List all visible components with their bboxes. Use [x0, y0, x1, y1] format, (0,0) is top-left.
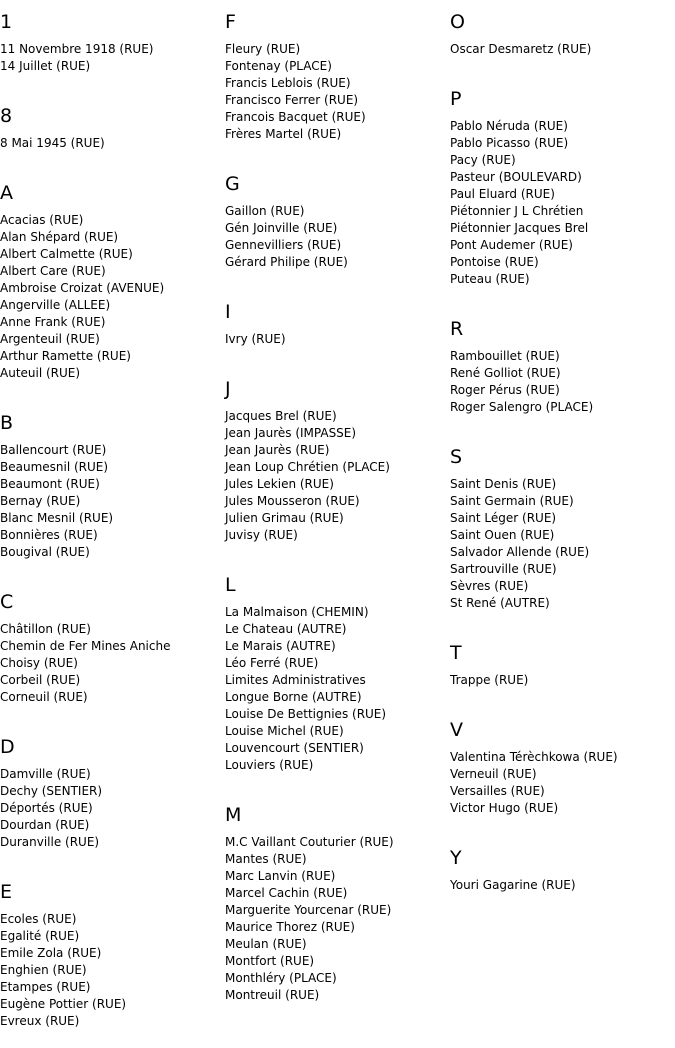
street-item: St René (AUTRE): [450, 596, 550, 610]
letter-heading: L: [225, 574, 236, 596]
street-item: Francis Leblois (RUE): [225, 76, 351, 90]
street-item: La Malmaison (CHEMIN): [225, 605, 369, 619]
letter-group: [0, 400, 225, 561]
street-item: Emile Zola (RUE): [0, 946, 102, 960]
letter-group: [225, 562, 450, 774]
street-item: Valentina Térèchkowa (RUE): [450, 750, 618, 764]
letter-heading: A: [0, 182, 13, 204]
street-list: [450, 468, 675, 612]
street-item: Châtillon (RUE): [0, 622, 91, 636]
street-list: [0, 127, 225, 152]
letter-group: [225, 792, 450, 1004]
street-item: Puteau (RUE): [450, 272, 530, 286]
letter-heading: B: [0, 412, 14, 434]
street-list: [450, 869, 675, 894]
letter-group: [450, 434, 675, 612]
street-item: Pablo Picasso (RUE): [450, 136, 569, 150]
street-list: [225, 33, 450, 143]
street-item: Duranville (RUE): [0, 835, 100, 849]
street-item: Frères Martel (RUE): [225, 127, 342, 141]
street-list: [225, 400, 450, 544]
letter-heading: R: [450, 318, 464, 340]
letter-group: [0, 869, 225, 1030]
street-item: Pont Audemer (RUE): [450, 238, 573, 252]
street-list: [0, 758, 225, 851]
street-item: Bougival (RUE): [0, 545, 90, 559]
street-item: Acacias (RUE): [0, 213, 84, 227]
street-item: Corneuil (RUE): [0, 690, 88, 704]
street-item: Louviers (RUE): [225, 758, 314, 772]
index-column: [0, 0, 225, 1048]
street-item: Saint Denis (RUE): [450, 477, 557, 491]
street-item: Corbeil (RUE): [0, 673, 81, 687]
street-item: Dourdan (RUE): [0, 818, 90, 832]
letter-group: [450, 630, 675, 689]
street-item: Gennevilliers (RUE): [225, 238, 342, 252]
street-item: Meulan (RUE): [225, 937, 307, 951]
street-item: Ivry (RUE): [225, 332, 286, 346]
letter-heading: Y: [450, 847, 462, 869]
street-item: Blanc Mesnil (RUE): [0, 511, 114, 525]
street-item: Chemin de Fer Mines Aniche: [0, 639, 171, 653]
letter-group: [225, 289, 450, 348]
street-item: Fleury (RUE): [225, 42, 301, 56]
street-item: Sartrouville (RUE): [450, 562, 557, 576]
street-item: Fontenay (PLACE): [225, 59, 332, 73]
street-item: Jean Jaurès (IMPASSE): [225, 426, 357, 440]
street-item: Marguerite Yourcenar (RUE): [225, 903, 392, 917]
street-item: Montreuil (RUE): [225, 988, 320, 1002]
street-list: [225, 323, 450, 348]
street-item: Jules Lekien (RUE): [225, 477, 334, 491]
street-item: Juvisy (RUE): [225, 528, 298, 542]
street-item: 14 Juillet (RUE): [0, 59, 91, 73]
street-item: Ecoles (RUE): [0, 912, 77, 926]
street-item: Pontoise (RUE): [450, 255, 539, 269]
street-item: Gaillon (RUE): [225, 204, 305, 218]
street-list: [450, 664, 675, 689]
street-item: Eugène Pottier (RUE): [0, 997, 127, 1011]
letter-group: [0, 724, 225, 851]
street-item: Pacy (RUE): [450, 153, 516, 167]
street-item: Jean Jaurès (RUE): [225, 443, 330, 457]
street-item: Evreux (RUE): [0, 1014, 80, 1028]
letter-heading: F: [225, 11, 236, 33]
street-list: [0, 613, 225, 706]
letter-heading: S: [450, 446, 463, 468]
letter-heading: 8: [0, 105, 13, 127]
letter-heading: P: [450, 88, 462, 110]
street-item: Arthur Ramette (RUE): [0, 349, 131, 363]
street-item: Enghien (RUE): [0, 963, 87, 977]
letter-heading: I: [225, 301, 231, 323]
letter-heading: 1: [0, 11, 13, 33]
street-item: Roger Salengro (PLACE): [450, 400, 594, 414]
street-item: Saint Germain (RUE): [450, 494, 574, 508]
street-item: Dechy (SENTIER): [0, 784, 103, 798]
street-item: Bernay (RUE): [0, 494, 81, 508]
letter-group: [225, 366, 450, 544]
street-item: Sèvres (RUE): [450, 579, 529, 593]
street-list: [0, 903, 225, 1030]
letter-heading: J: [225, 378, 231, 400]
street-list: [225, 596, 450, 774]
street-item: Egalité (RUE): [0, 929, 80, 943]
letter-heading: T: [450, 642, 462, 664]
street-item: Monthléry (PLACE): [225, 971, 337, 985]
letter-group: [450, 0, 675, 58]
street-item: Montfort (RUE): [225, 954, 315, 968]
street-item: Jean Loup Chrétien (PLACE): [225, 460, 390, 474]
street-item: Louise Michel (RUE): [225, 724, 344, 738]
letter-heading: V: [450, 719, 463, 741]
street-item: Damville (RUE): [0, 767, 91, 781]
letter-group: [450, 76, 675, 288]
street-item: Longue Borne (AUTRE): [225, 690, 362, 704]
street-item: Le Marais (AUTRE): [225, 639, 336, 653]
street-item: Anne Frank (RUE): [0, 315, 106, 329]
index-column: [225, 0, 450, 1022]
letter-heading: D: [0, 736, 15, 758]
letter-group: [225, 0, 450, 143]
street-item: Albert Calmette (RUE): [0, 247, 133, 261]
street-item: Auteuil (RUE): [0, 366, 81, 380]
street-item: Le Chateau (AUTRE): [225, 622, 347, 636]
street-item: Francois Bacquet (RUE): [225, 110, 366, 124]
street-item: Gén Joinville (RUE): [225, 221, 338, 235]
street-list: [0, 434, 225, 561]
street-item: Louise De Bettignies (RUE): [225, 707, 387, 721]
street-item: Beaumont (RUE): [0, 477, 100, 491]
letter-heading: M: [225, 804, 242, 826]
letter-heading: E: [0, 881, 13, 903]
street-item: Argenteuil (RUE): [0, 332, 100, 346]
street-item: Piétonnier J L Chrétien: [450, 204, 584, 218]
street-item: Saint Léger (RUE): [450, 511, 557, 525]
street-item: Limites Administratives: [225, 673, 366, 687]
street-item: Victor Hugo (RUE): [450, 801, 559, 815]
letter-group: [0, 170, 225, 382]
street-item: Angerville (ALLEE): [0, 298, 111, 312]
street-item: 11 Novembre 1918 (RUE): [0, 42, 154, 56]
letter-heading: C: [0, 591, 14, 613]
street-item: Etampes (RUE): [0, 980, 91, 994]
street-item: Youri Gagarine (RUE): [450, 878, 576, 892]
street-list: [0, 204, 225, 382]
letter-group: [450, 306, 675, 416]
street-item: Oscar Desmaretz (RUE): [450, 42, 592, 56]
letter-heading: G: [225, 173, 240, 195]
street-item: Albert Care (RUE): [0, 264, 106, 278]
letter-heading: O: [450, 11, 465, 33]
letter-group: [0, 93, 225, 152]
street-item: 8 Mai 1945 (RUE): [0, 136, 105, 150]
street-item: Paul Eluard (RUE): [450, 187, 555, 201]
street-item: M.C Vaillant Couturier (RUE): [225, 835, 394, 849]
street-list: [450, 741, 675, 817]
street-item: Verneuil (RUE): [450, 767, 537, 781]
street-item: Alan Shépard (RUE): [0, 230, 119, 244]
street-item: René Golliot (RUE): [450, 366, 561, 380]
street-item: Ambroise Croizat (AVENUE): [0, 281, 165, 295]
street-list: [0, 33, 225, 75]
street-item: Jacques Brel (RUE): [225, 409, 337, 423]
street-item: Gérard Philipe (RUE): [225, 255, 348, 269]
street-item: Maurice Thorez (RUE): [225, 920, 355, 934]
street-list: [450, 110, 675, 288]
street-item: Choisy (RUE): [0, 656, 78, 670]
street-item: Julien Grimau (RUE): [225, 511, 344, 525]
street-list: [225, 195, 450, 271]
letter-group: [225, 161, 450, 271]
letter-group: [450, 835, 675, 894]
street-item: Pasteur (BOULEVARD): [450, 170, 582, 184]
street-item: Saint Ouen (RUE): [450, 528, 555, 542]
street-item: Marc Lanvin (RUE): [225, 869, 336, 883]
street-item: Ballencourt (RUE): [0, 443, 107, 457]
street-item: Versailles (RUE): [450, 784, 545, 798]
street-item: Léo Ferré (RUE): [225, 656, 319, 670]
street-list: [450, 33, 675, 58]
letter-group: [0, 579, 225, 706]
street-item: Bonnières (RUE): [0, 528, 98, 542]
index-column: [450, 0, 675, 912]
street-list: [225, 826, 450, 1004]
street-item: Marcel Cachin (RUE): [225, 886, 348, 900]
street-item: Beaumesnil (RUE): [0, 460, 109, 474]
street-item: Francisco Ferrer (RUE): [225, 93, 359, 107]
street-list: [450, 340, 675, 416]
street-item: Louvencourt (SENTIER): [225, 741, 364, 755]
street-item: Rambouillet (RUE): [450, 349, 560, 363]
letter-group: [450, 707, 675, 817]
street-item: Déportés (RUE): [0, 801, 93, 815]
street-item: Roger Pérus (RUE): [450, 383, 560, 397]
street-item: Piétonnier Jacques Brel: [450, 221, 589, 235]
street-item: Mantes (RUE): [225, 852, 307, 866]
street-item: Pablo Néruda (RUE): [450, 119, 568, 133]
street-item: Salvador Allende (RUE): [450, 545, 590, 559]
street-item: Trappe (RUE): [450, 673, 529, 687]
street-item: Jules Mousseron (RUE): [225, 494, 360, 508]
letter-group: [0, 0, 225, 75]
